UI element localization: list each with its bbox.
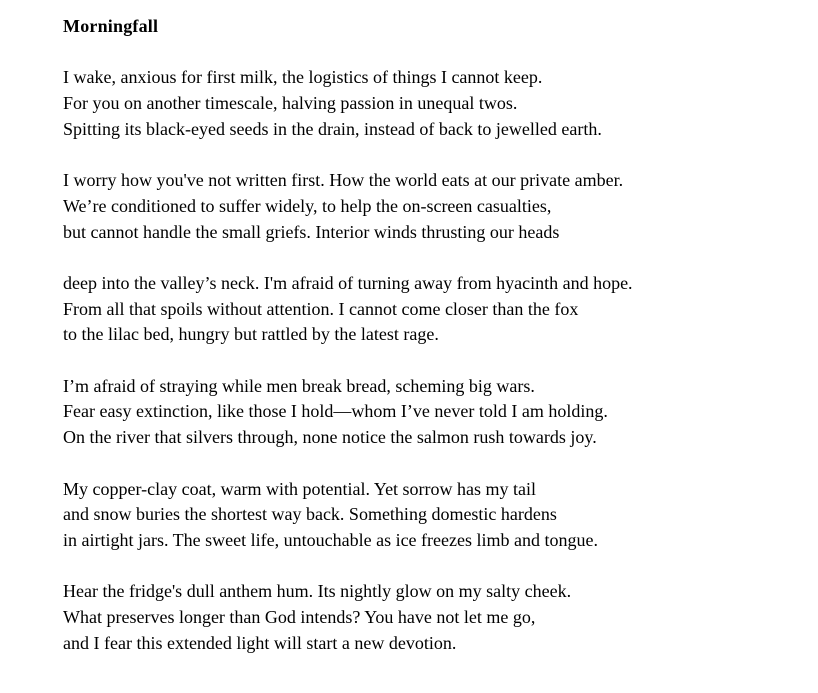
poem-line: My copper-clay coat, warm with potential. Yet sorrow has my tail (63, 478, 537, 499)
poem-line: On the river that silvers through, none notice the salmon rush towards joy. (63, 427, 597, 448)
stanza-4 (63, 374, 788, 451)
poem-line: What preserves longer than God intends? You have not let me go, (63, 607, 536, 628)
stanza-2 (63, 168, 788, 245)
poem-title: Morningfall (63, 16, 159, 36)
poem-line: I’m afraid of straying while men break bread, scheming big wars. (63, 375, 535, 396)
poem-line: We’re conditioned to suffer widely, to help the on-screen casualties, (63, 195, 552, 216)
poem-line: I wake, anxious for first milk, the logistics of things I cannot keep. (63, 67, 543, 88)
poem-line: Spitting its black-eyed seeds in the drain, instead of back to jewelled earth. (63, 118, 602, 139)
poem-line: and I fear this extended light will start a new devotion. (63, 632, 457, 653)
poem-line: but cannot handle the small griefs. Interior winds thrusting our heads (63, 221, 560, 242)
poem-line: Hear the fridge's dull anthem hum. Its nightly glow on my salty cheek. (63, 581, 572, 602)
stanza-6 (63, 579, 788, 656)
poem-line: to the lilac bed, hungry but rattled by the latest rage. (63, 324, 439, 345)
poem-line: I worry how you've not written first. How the world eats at our private amber. (63, 170, 624, 191)
poem-line: and snow buries the shortest way back. Something domestic hardens (63, 504, 557, 525)
stanza-5 (63, 477, 788, 554)
poem-line: in airtight jars. The sweet life, untouchable as ice freezes limb and tongue. (63, 529, 598, 550)
poem-line: Fear easy extinction, like those I hold—whom I’ve never told I am holding. (63, 401, 608, 422)
poem-line: deep into the valley’s neck. I'm afraid of turning away from hyacinth and hope. (63, 272, 633, 293)
poem-line: From all that spoils without attention. I cannot come closer than the fox (63, 298, 579, 319)
poem-line: For you on another timescale, halving passion in unequal twos. (63, 93, 518, 114)
stanza-3 (63, 271, 788, 348)
stanza-1 (63, 65, 788, 142)
